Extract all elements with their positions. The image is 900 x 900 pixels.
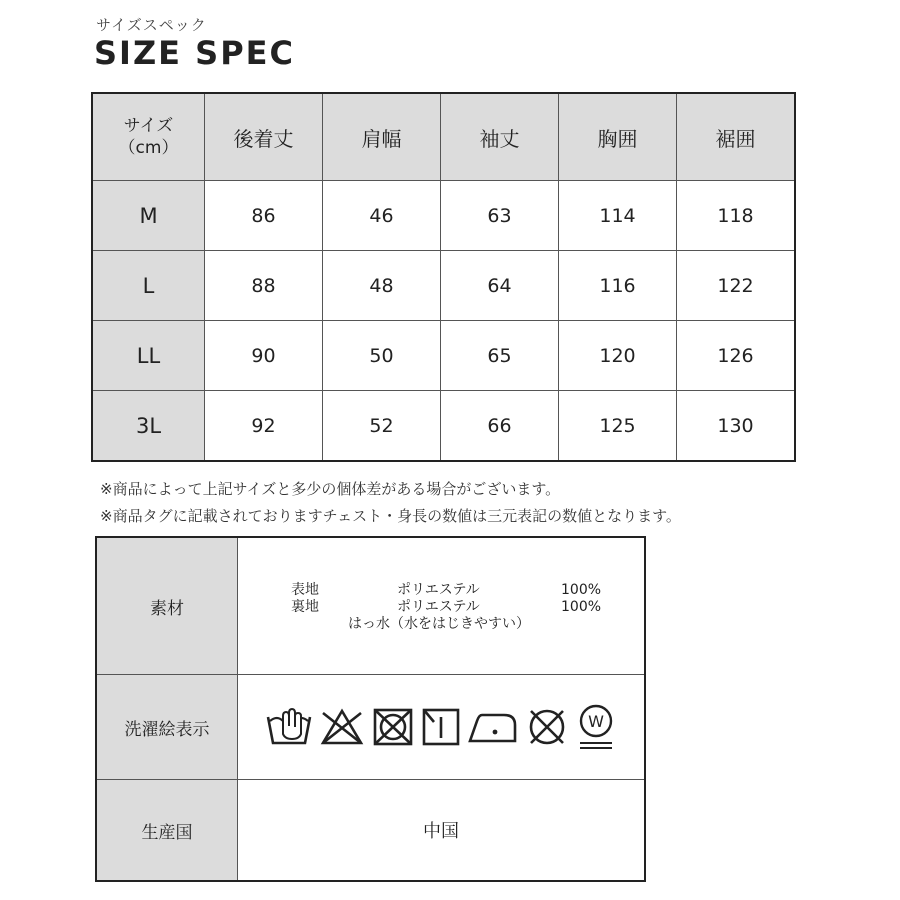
table-cell: 66: [441, 391, 559, 462]
outer-fabric-name: ポリエステル: [397, 582, 480, 598]
origin-row: [96, 780, 645, 882]
size-corner-label: サイズ: [123, 116, 174, 136]
table-cell: 63: [441, 181, 559, 251]
table-row: [92, 391, 795, 462]
table-cell: 65: [441, 321, 559, 391]
table-cell: 64: [441, 251, 559, 321]
column-header-chest: 胸囲: [559, 93, 677, 181]
water-repellent-feature: はっ水（水をはじきやすい）: [348, 616, 530, 632]
size-corner-header: [92, 93, 205, 181]
no-tumble-dry-icon: [372, 707, 414, 747]
size-table: [91, 92, 796, 462]
size-variance-note: ※商品によって上記サイズと多少の個体差がある場合がございます。: [100, 480, 561, 498]
row-header-size: M: [92, 181, 205, 251]
lining-fabric-label: 裏地: [291, 599, 319, 615]
no-dry-clean-icon: [525, 707, 569, 747]
table-cell: 118: [677, 181, 796, 251]
table-cell: 52: [323, 391, 441, 462]
material-row: [96, 537, 645, 675]
table-cell: 92: [205, 391, 323, 462]
size-corner-unit: （cm）: [118, 138, 179, 158]
tag-measurement-note: ※商品タグに記載されておりますチェスト・身長の数値は三元表記の数値となります。: [100, 507, 681, 525]
care-label: 洗濯絵表示: [96, 675, 238, 780]
wet-clean-letter: W: [588, 712, 604, 731]
no-bleach-icon: [319, 707, 365, 747]
page-title: SIZE SPEC: [94, 34, 295, 72]
column-header-sleeve: 袖丈: [441, 93, 559, 181]
material-label: 素材: [96, 537, 238, 675]
table-row: [92, 251, 795, 321]
table-cell: 130: [677, 391, 796, 462]
size-table-header-row: [92, 93, 795, 181]
column-header-hem: 裾囲: [677, 93, 796, 181]
row-header-size: LL: [92, 321, 205, 391]
table-cell: 120: [559, 321, 677, 391]
column-header-shoulder: 肩幅: [323, 93, 441, 181]
table-cell: 88: [205, 251, 323, 321]
table-row: [92, 181, 795, 251]
table-cell: 86: [205, 181, 323, 251]
table-cell: 90: [205, 321, 323, 391]
column-header-length: 後着丈: [205, 93, 323, 181]
product-info-table: [95, 536, 646, 882]
origin-label: 生産国: [96, 780, 238, 882]
table-cell: 122: [677, 251, 796, 321]
outer-fabric-percent: 100%: [561, 582, 602, 598]
origin-value: 中国: [238, 780, 646, 882]
lining-fabric-name: ポリエステル: [397, 599, 480, 615]
table-cell: 48: [323, 251, 441, 321]
lining-fabric-percent: 100%: [561, 599, 602, 615]
page-subtitle: サイズスペック: [96, 16, 207, 34]
table-cell: 46: [323, 181, 441, 251]
material-value: [238, 537, 646, 675]
table-cell: 50: [323, 321, 441, 391]
low-iron-icon: [468, 707, 518, 747]
outer-fabric-label: 表地: [291, 582, 319, 598]
wet-clean-icon: [576, 703, 616, 751]
hand-wash-icon: [266, 707, 312, 747]
row-header-size: L: [92, 251, 205, 321]
table-cell: 125: [559, 391, 677, 462]
row-header-size: 3L: [92, 391, 205, 462]
table-cell: 116: [559, 251, 677, 321]
line-dry-icon: [421, 707, 461, 747]
table-row: [92, 321, 795, 391]
table-cell: 126: [677, 321, 796, 391]
care-symbols: [238, 675, 646, 780]
care-row: [96, 675, 645, 780]
table-cell: 114: [559, 181, 677, 251]
